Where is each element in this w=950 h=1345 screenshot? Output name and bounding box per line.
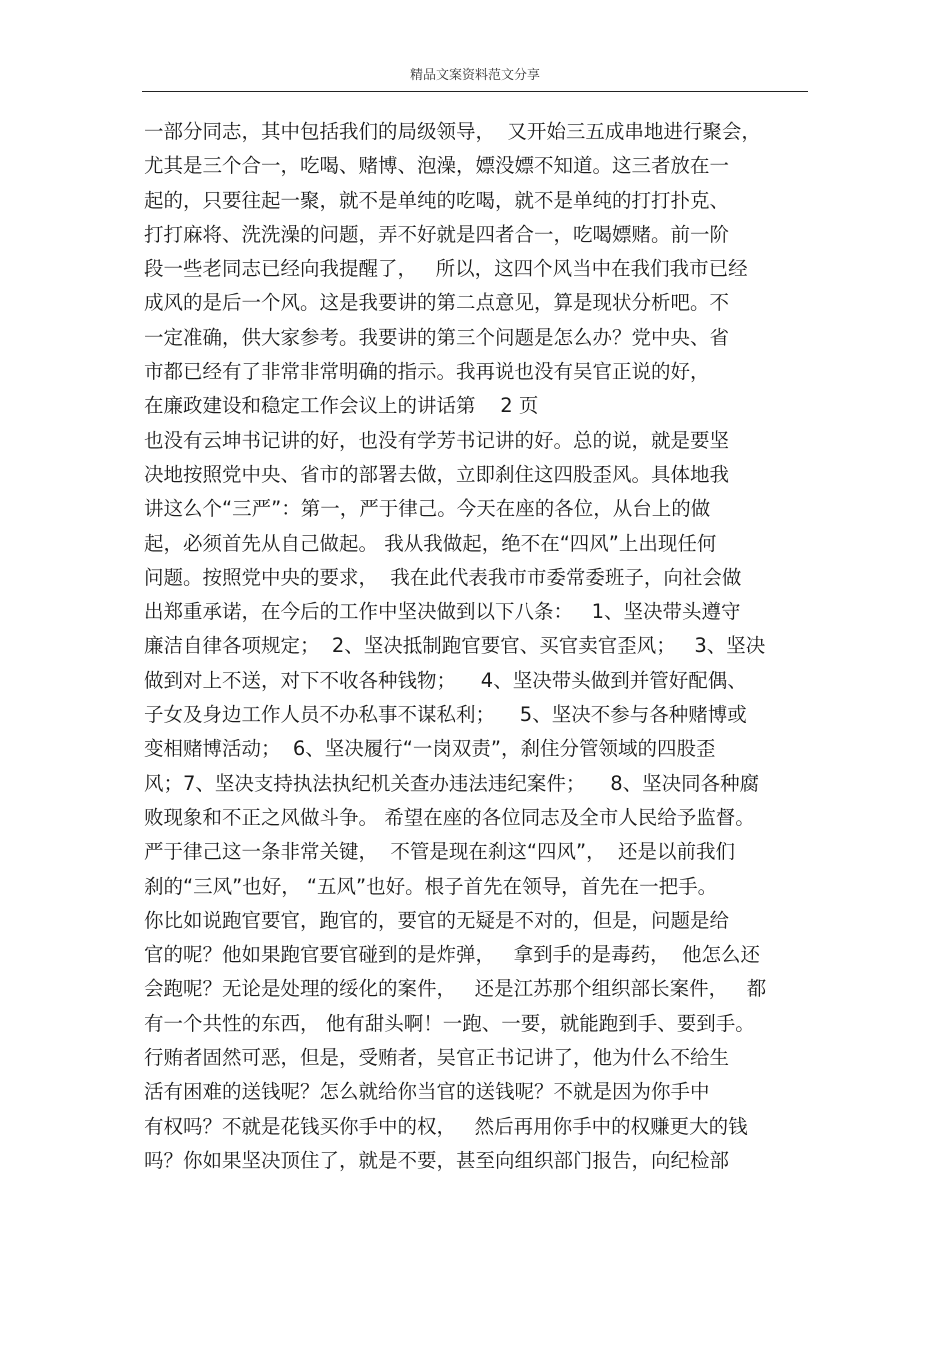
- text-line: 讲这么个“三严”：第一，严于律己。今天在座的各位，从台上的做: [144, 497, 711, 521]
- text-line: 一定准确，供大家参考。我要讲的第三个问题是怎么办？党中央、省: [144, 325, 730, 349]
- text-line: 败现象和不正之风做斗争。 希望在座的各位同志及全市人民给予监督。: [144, 805, 755, 829]
- text-line: 活有困难的送钱呢？怎么就给你当官的送钱呢？不就是因为你手中: [144, 1080, 710, 1104]
- text-line: 问题。按照党中央的要求， 我在此代表我市市委常委班子，向社会做: [144, 565, 742, 589]
- text-line: 变相赌博活动； 6、坚决履行“一岗双责”，刹住分管领域的四股歪: [144, 737, 716, 761]
- text-line: 也没有云坤书记讲的好，也没有学芳书记讲的好。总的说，就是要坚: [144, 428, 730, 452]
- text-line: 官的呢？他如果跑官要官碰到的是炸弹， 拿到手的是毒药， 他怎么还: [144, 943, 760, 967]
- text-line: 成风的是后一个风。这是我要讲的第二点意见，算是现状分析吧。不: [144, 291, 730, 315]
- text-line: 廉洁自律各项规定； 2、坚决抵制跑官要官、买官卖官歪风； 3、坚决: [144, 634, 766, 658]
- text-line: 严于律己这一条非常关键， 不管是现在刹这“四风”， 还是以前我们: [144, 840, 735, 864]
- text-line: 决地按照党中央、省市的部署去做，立即刹住这四股歪风。具体地我: [144, 462, 730, 486]
- header-divider: [142, 91, 808, 92]
- text-line: 子女及身边工作人员不办私事不谋私利； 5、坚决不参与各种赌博或: [144, 703, 747, 727]
- text-line: 打打麻将、洗洗澡的问题，弄不好就是四者合一，吃喝嫖赌。前一阶: [144, 222, 730, 246]
- text-line: 有一个共性的东西， 他有甜头啊！一跑、一要，就能跑到手、要到手。: [144, 1011, 755, 1035]
- document-body: [144, 115, 814, 1178]
- text-line: 吗？你如果坚决顶住了，就是不要，甚至向组织部门报告，向纪检部: [144, 1148, 730, 1172]
- text-line: 行贿者固然可恶，但是，受贿者，吴官正书记讲了，他为什么不给生: [144, 1046, 730, 1070]
- text-line: 一部分同志，其中包括我们的局级领导， 又开始三五成串地进行聚会，: [144, 120, 761, 143]
- text-line: 在廉政建设和稳定工作会议上的讲话第 2 页: [144, 394, 539, 418]
- text-line: 出郑重承诺，在今后的工作中坚决做到以下八条： 1、坚决带头遵守: [144, 600, 741, 624]
- text-line: 尤其是三个合一，吃喝、赌博、泡澡，嫖没嫖不知道。这三者放在一: [144, 154, 730, 178]
- text-line: 段一些老同志已经向我提醒了， 所以，这四个风当中在我们我市已经: [144, 257, 748, 281]
- text-line: 会跑呢？无论是处理的绥化的案件， 还是江苏那个组织部长案件， 都: [144, 977, 767, 1001]
- text-line: 有权吗？不就是花钱买你手中的权， 然后再用你手中的权赚更大的钱: [144, 1114, 748, 1138]
- text-line: 起，必须首先从自己做起。 我从我做起，绝不在“四风”上出现任何: [144, 531, 717, 555]
- text-line: 起的，只要往起一聚，就不是单纯的吃喝，就不是单纯的打打扑克、: [144, 188, 730, 212]
- text-line: 你比如说跑官要官，跑官的，要官的无疑是不对的，但是，问题是给: [144, 908, 730, 932]
- text-line: 做到对上不送，对下不收各种钱物； 4、坚决带头做到并管好配偶、: [144, 668, 747, 692]
- text-line: 刹的“三风”也好， “五风”也好。根子首先在领导，首先在一把手。: [144, 874, 718, 898]
- page-header: 精品文案资料范文分享: [409, 68, 540, 83]
- text-line: 风；7、坚决支持执法执纪机关查办违法违纪案件； 8、坚决同各种腐: [144, 771, 760, 795]
- text-line: 市都已经有了非常非常明确的指示。我再说也没有吴官正说的好，: [144, 360, 710, 384]
